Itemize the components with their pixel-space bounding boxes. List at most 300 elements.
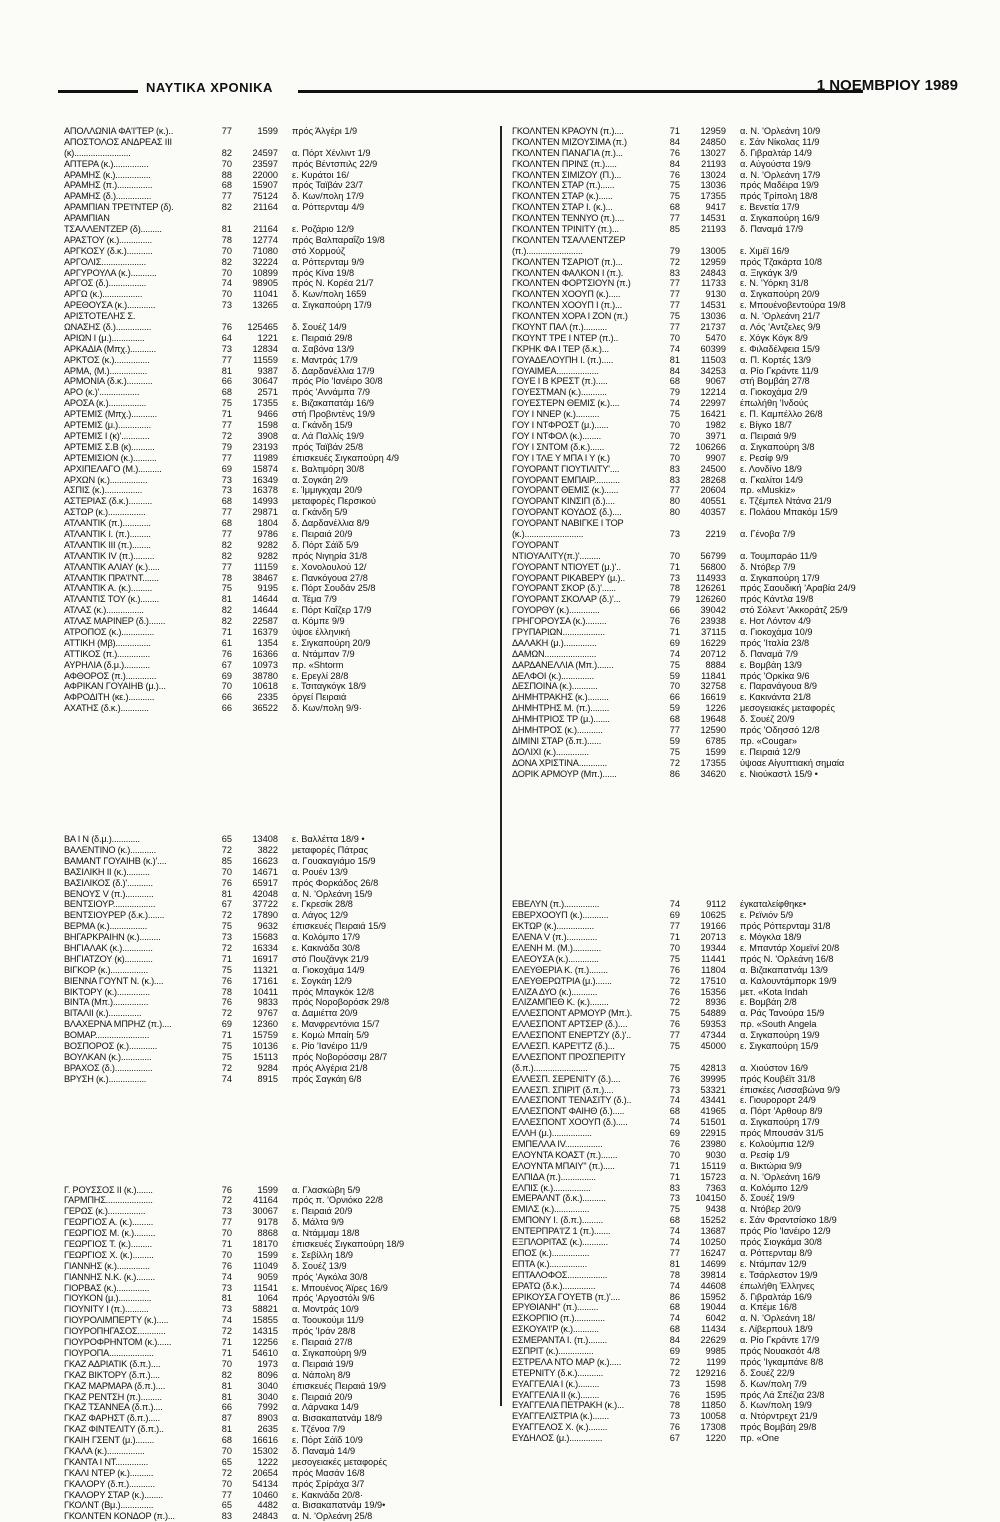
build-year: 65	[221, 1456, 232, 1467]
ship-row	[64, 932, 494, 943]
position-info: μεταφορές Πάτρας	[292, 844, 369, 855]
ship-name: ΓΚΟΛΝΤΕΝ ΤΕΝΝΥΟ (π.)....	[512, 213, 625, 224]
ship-name: ΩΝΑΣΗΣ (δ.)...............	[64, 322, 152, 333]
ship-name: ΑΠΟΛΛΩΝΙΑ ΦΑ'Ι'ΤΕΡ (κ.)..	[64, 126, 174, 136]
tonnage: 23980	[700, 1139, 726, 1150]
tonnage: 12834	[252, 343, 278, 354]
position-info	[740, 540, 942, 551]
tonnage: 12774	[252, 234, 278, 245]
ship-name: ΕΛΕΟΥΣΑ (κ.).............	[512, 953, 599, 964]
build-year: 69	[669, 1345, 680, 1356]
build-year: 66	[221, 376, 232, 387]
position-info: ε. Τζέμπελ Ντάνα 21/9	[740, 496, 832, 507]
build-year: 71	[669, 626, 680, 637]
tonnage: 32758	[700, 681, 726, 692]
ship-row	[64, 213, 494, 224]
ship-row	[512, 1193, 942, 1204]
tonnage: 12959	[700, 256, 726, 267]
tonnage: 10618	[252, 681, 278, 692]
build-year: 78	[669, 1400, 680, 1411]
position-info: ε. Ίμμιγκχαμ 20/9	[292, 485, 363, 496]
position-info: ε. Ρεϊνιόν 5/9	[740, 910, 794, 921]
ship-row	[64, 1468, 494, 1479]
build-year: 72	[669, 757, 680, 768]
ship-name: ΑΡΓΩ (κ.).................	[64, 289, 143, 300]
ship-row	[512, 485, 942, 496]
position-info: δ. Κων/πολη 1659	[292, 289, 367, 300]
ship-name: ΑΣΤΕΡΙΑΣ (δ.κ.)..........	[64, 496, 153, 507]
position-info: δ. Δαρδανέλλια 8/9	[292, 518, 370, 529]
build-year: 82	[221, 202, 232, 213]
position-info: α. Ράς Τανούρα 15/9	[740, 1008, 825, 1019]
build-year: 74	[669, 1226, 680, 1237]
build-year: 70	[221, 1478, 232, 1489]
position-info: ε. Κακινάδα 30/8	[292, 943, 360, 953]
ship-name: ΓΚΑΖ ΦΑΡΗΣΤ (δ.π.).....	[64, 1413, 160, 1424]
position-info: ε. Κομώ Μπαίη 5/9	[292, 1030, 369, 1041]
build-year: 69	[669, 910, 680, 921]
tonnage: 3040	[257, 1391, 278, 1402]
tonnage: 5470	[705, 332, 726, 343]
tonnage: 8096	[257, 1369, 278, 1380]
build-year: 76	[669, 147, 680, 158]
ship-row	[64, 616, 494, 627]
tonnage: 23938	[700, 616, 726, 627]
position-info: δ. Κων/πολη 19/9	[740, 1400, 812, 1411]
position-info: ε. Μπουένοβεντούρα 19/8	[740, 300, 846, 311]
tonnage: 21164	[253, 202, 278, 213]
tonnage: 9067	[705, 376, 726, 387]
ship-name: ΓΟΥΟΡΑΝΤ ΓΙΟΥΤΙΛΙΤΥ'....	[512, 463, 620, 474]
position-info: δ. Παναμά 14/9	[292, 1445, 356, 1456]
ship-name: ΓΕΡΩΣ (κ.)................	[64, 1206, 146, 1217]
ship-name: ΒΑΜΑΝΤ ΓΟΥΑΙΗΒ (κ.)'....	[64, 855, 167, 866]
ship-row	[512, 1368, 942, 1379]
ship-name: ΓΚΑΙΗ ΓΣΕΝΤ (μ.)........	[64, 1435, 155, 1446]
ship-name: ΓΚΑΖ ΦΙΝΤΕΛΙΤΥ (δ.π.)..	[64, 1424, 164, 1435]
ship-row	[512, 1248, 942, 1259]
ship-row	[64, 1392, 494, 1403]
ship-row	[64, 856, 494, 867]
tonnage: 125465	[247, 322, 278, 333]
position-info: πρός Κάντλα 19/8	[740, 594, 814, 605]
build-year: 77	[221, 1489, 232, 1500]
position-info: πρός Ρίο 'Ιανέιρο 30/8	[292, 376, 383, 387]
tonnage: 53321	[700, 1084, 726, 1095]
tonnage: 9786	[257, 528, 278, 539]
tonnage: 13265	[252, 300, 278, 311]
position-info: πρός π. 'Ορνιόκο 22/8	[292, 1195, 383, 1206]
tonnage: 10136	[252, 1041, 278, 1052]
ship-row	[64, 997, 494, 1008]
ship-row	[64, 224, 494, 235]
ship-name: ΑΦΡΟΔΙΤΗ (κε.)...........	[64, 692, 155, 703]
position-info: δ. Γιβραλτάρ 14/9	[740, 147, 812, 158]
tonnage: 22629	[700, 1335, 726, 1346]
position-info: έπωλήθη 'Ινδούς	[740, 398, 809, 409]
ship-row	[512, 1433, 942, 1444]
ship-row	[512, 1074, 942, 1085]
ship-row	[512, 137, 942, 148]
tonnage: 20713	[700, 932, 726, 943]
ship-name: ΓΙΟΥΡΟΦΡΗΝΤΟΜ (κ.)......	[64, 1337, 172, 1348]
build-year: 66	[221, 692, 232, 703]
tonnage: 42813	[700, 1062, 726, 1073]
build-year: 74	[669, 1237, 680, 1248]
ship-name: ΓΕΩΡΓΙΟΣ Τ. (κ.).........	[64, 1239, 152, 1250]
position-info: α. Κπέμε 16/8	[740, 1302, 797, 1313]
build-year: 77	[221, 507, 232, 518]
position-info: ε. Σογκάη 12/9	[292, 975, 352, 986]
tonnage: 54889	[700, 1008, 726, 1019]
ship-row	[512, 235, 942, 246]
position-info: α. Καλουντάμπορκ 19/9	[740, 975, 837, 986]
ship-name: ΕΜΙΛΣ (κ.)...............	[512, 1204, 590, 1215]
build-year: 73	[221, 485, 232, 496]
ship-name: ΓΚΟΛΝΤΕΝ ΧΟΡΑ Ι ΖΟΝ (π.)	[512, 311, 628, 322]
build-year: 79	[669, 245, 680, 256]
ship-row	[64, 1293, 494, 1304]
build-year: 77	[221, 191, 232, 202]
tonnage: 8884	[705, 659, 726, 670]
tonnage: 9466	[257, 409, 278, 420]
ship-name: ΓΚΟΛΝΤΕΝ ΣΤΑΡ (π.)......	[512, 180, 615, 191]
ship-row	[512, 1302, 942, 1313]
tonnage: 15119	[701, 1160, 726, 1171]
position-info: α. Γένοβα 7/9	[740, 528, 796, 539]
build-year: 70	[221, 1228, 232, 1239]
tonnage: 65917	[252, 877, 278, 888]
ship-row	[512, 1041, 942, 1052]
ship-name: ΓΡΥΠΑΡΙΩΝ..................	[512, 626, 605, 637]
tonnage: 9632	[257, 921, 278, 932]
ship-name: ΑΡΓΚΟΣΥ (δ.κ.)...........	[64, 245, 153, 256]
tonnage: 10899	[252, 267, 278, 278]
tonnage: 15683	[252, 932, 278, 943]
tonnage: 1599	[257, 1249, 278, 1260]
build-year: 68	[221, 1435, 232, 1446]
position-info	[292, 213, 494, 224]
tonnage: 15723	[700, 1171, 726, 1182]
ship-row	[512, 431, 942, 442]
tonnage: 6042	[705, 1313, 726, 1324]
position-info: α. Ρόττερνταμ 9/9	[292, 256, 365, 267]
tonnage: 2571	[257, 387, 278, 398]
tonnage: 1354	[257, 637, 278, 648]
ship-name: ΑΦΡΙΚΑΝ ΓΟΥΑΙΗΒ (μ.)...	[64, 681, 166, 692]
ship-name: ΓΚΡΗΚ ΦΑ Ι ΤΕΡ (δ.κ.)...	[512, 343, 609, 354]
position-info: ε. Νιούκαστλ 15/9 •	[740, 768, 818, 779]
build-year: 65	[221, 834, 232, 845]
position-info: α. Πειραιά 19/9	[292, 1358, 354, 1369]
build-year: 81	[221, 224, 232, 235]
ship-row	[64, 660, 494, 671]
tonnage: 17510	[700, 975, 726, 986]
ship-name: ΑΤΛΑΝΤΙΣ ΤΟΥ (κ.)........	[64, 594, 160, 605]
ship-row	[512, 1237, 942, 1248]
build-year: 80	[669, 507, 680, 518]
tonnage: 9767	[257, 1008, 278, 1019]
ship-name: ΓΙΑΝΝΗΣ (κ.)..............	[64, 1260, 150, 1271]
ship-row	[64, 191, 494, 202]
tonnage: 20604	[700, 485, 726, 496]
position-info: α. Ν. 'Ορλεάνη 21/7	[740, 311, 821, 322]
ship-row	[64, 1479, 494, 1490]
tonnage: 13005	[700, 245, 726, 256]
ship-name: ΕΤΕΡΝΙΤΥ (δ.κ.)...........	[512, 1367, 604, 1378]
ship-row	[512, 976, 942, 987]
position-info: α. Σιγκαπούρη 19/9	[740, 1030, 820, 1041]
ship-row	[512, 1411, 942, 1422]
build-year: 70	[221, 866, 232, 877]
ship-row	[512, 660, 942, 671]
ship-name: (κ.).........................	[512, 528, 584, 539]
position-info: πρός Λά Σπέζια 23/8	[740, 1389, 825, 1400]
tonnage: 60399	[700, 343, 726, 354]
build-year: 64	[221, 332, 232, 343]
tonnage: 14531	[700, 300, 726, 311]
column-divider	[500, 126, 502, 1406]
position-info: α. Τουμπαρáο 11/9	[740, 550, 817, 561]
build-year: 71	[221, 1337, 232, 1348]
ship-row	[64, 703, 494, 714]
ship-row	[512, 910, 942, 921]
ship-row	[64, 442, 494, 453]
ship-row	[512, 1215, 942, 1226]
tonnage: 1599	[705, 746, 726, 757]
ship-name: ΒΟΥΛΚΑΝ (κ.).............	[64, 1051, 152, 1062]
ship-row	[512, 638, 942, 649]
ship-row	[512, 616, 942, 627]
ship-row	[512, 551, 942, 562]
position-info: πρός Νιγηρία 31/8	[292, 550, 368, 561]
ship-name: Γ. ΡΟΥΣΣΟΣ ΙΙ (κ.).......	[64, 1184, 153, 1195]
tonnage: 10058	[700, 1411, 726, 1422]
position-info: ε. Κολούμπια 12/9	[740, 1139, 815, 1150]
position-info: πρός 'Ιταλία 23/8	[740, 637, 810, 648]
ship-name: ΒΑΛΕΝΤΙΝΟ (κ.)...........	[64, 844, 156, 855]
tonnage: 9030	[705, 1149, 726, 1160]
position-info: πρός 'Ιράν 28/8	[292, 1326, 356, 1337]
ship-row	[512, 333, 942, 344]
build-year	[204, 213, 236, 224]
ship-row	[64, 551, 494, 562]
ship-row	[512, 1346, 942, 1357]
tonnage: 16623	[252, 855, 278, 866]
ship-row	[512, 300, 942, 311]
tonnage	[684, 518, 740, 529]
build-year: 76	[669, 1422, 680, 1433]
position-info: α. Σιγκαπούρη 16/9	[740, 213, 820, 224]
ship-name: ΓΕΩΡΓΙΟΣ Μ. (κ.).........	[64, 1228, 156, 1239]
build-year: 82	[221, 550, 232, 561]
position-info: α. Χιούστον 16/9	[740, 1062, 809, 1073]
ship-name: ΕΛΟΥΝΤΑ ΜΠΑΙΥ'' (π.).....	[512, 1160, 615, 1171]
ship-row	[64, 845, 494, 856]
ship-row	[512, 573, 942, 584]
ship-row	[512, 943, 942, 954]
ship-name: ΑΡΤΕΜΙΣΙΟΝ (κ.)..........	[64, 452, 157, 463]
build-year: 78	[669, 1269, 680, 1280]
build-year: 78	[669, 583, 680, 594]
build-year: 69	[221, 1019, 232, 1030]
build-year: 70	[669, 681, 680, 692]
ship-row	[512, 714, 942, 725]
position-info: ε. Βαλτιμόρη 30/8	[292, 463, 365, 474]
build-year: 74	[669, 1095, 680, 1106]
ship-row	[64, 202, 494, 213]
ship-name: ΕΛΕΝΑ V (π.).............	[512, 932, 598, 943]
ship-name: ΑΡΓΟΛΙΣ...................	[64, 256, 146, 267]
build-year: 72	[669, 997, 680, 1008]
ship-row	[512, 311, 942, 322]
position-info: α. Μοντράς 10/9	[292, 1304, 359, 1315]
position-info: πρός Κίνα 19/8	[292, 267, 355, 278]
ship-name: ΝΤΙΟΥΑΛΙΤΥ(π.)'.........	[512, 550, 601, 561]
ship-row	[512, 540, 942, 551]
tonnage: 1595	[705, 1389, 726, 1400]
tonnage: 40551	[700, 496, 726, 507]
build-year: 87	[221, 1413, 232, 1424]
tonnage: 54610	[252, 1347, 278, 1358]
build-year: 74	[669, 1117, 680, 1128]
tonnage: 22587	[252, 616, 278, 627]
position-info: α. Σιγκαπούρη 20/9	[740, 289, 820, 300]
ship-row	[512, 366, 942, 377]
build-year: 72	[221, 1195, 232, 1206]
ship-row	[512, 442, 942, 453]
tonnage: 58821	[252, 1304, 278, 1315]
tonnage: 2635	[257, 1424, 278, 1435]
position-info: στό Πουζάνγκ 21/9	[292, 953, 369, 964]
ship-name: ΕΡΙΚΟΥΣΑ ΓΟΥΕΤΒ (π.)'....	[512, 1291, 620, 1302]
position-info: ε. Ροζάριο 12/9	[292, 224, 354, 235]
ship-name: ΓΙΑΝΝΗΣ Ν.Κ. (κ.)........	[64, 1271, 155, 1282]
ship-row	[512, 1106, 942, 1117]
ship-name: ΓΟΥΟΡΑΝΤ ΡΙΚΑΒΕΡΥ (μ.)..	[512, 572, 625, 583]
ship-row	[512, 148, 942, 159]
ship-row	[512, 170, 942, 181]
tonnage: 28268	[700, 474, 726, 485]
position-info: πρός Μασάν 16/8	[292, 1467, 365, 1478]
build-year: 77	[669, 322, 680, 333]
tonnage: 104150	[695, 1193, 726, 1204]
tonnage: 22000	[252, 169, 278, 180]
ship-row	[64, 148, 494, 159]
build-year: 77	[221, 528, 232, 539]
tonnage: 10250	[700, 1237, 726, 1248]
position-info: πρ. «Muskiz»	[740, 485, 796, 496]
ship-name: ΒΕΡΜΑ (κ.)................	[64, 921, 148, 932]
position-info: ε. Πόρτ Καΐζερ 17/9	[292, 605, 372, 616]
tonnage: 8915	[257, 1073, 278, 1084]
position-info: ε. Πειραιά 20/9	[292, 1206, 353, 1217]
ship-name: ΕΠΤΑ (κ.)................	[512, 1258, 587, 1269]
ship-name: ΑΡΧΩΝ (κ.)................	[64, 474, 148, 485]
ship-row	[512, 409, 942, 420]
build-year: 67	[221, 659, 232, 670]
ship-name: ΓΟΥΟΡΑΝΤ ΣΚΟΡ (δ.)'......	[512, 583, 616, 594]
ship-name: ΕΣΜΕΡΑΝΤΑ Ι. (π.)........	[512, 1335, 607, 1346]
ship-name: ΕΒΕΡΧΟΟΥΠ (κ.)...........	[512, 910, 609, 921]
ship-row	[64, 1030, 494, 1041]
build-year: 75	[221, 1051, 232, 1062]
build-year: 70	[669, 550, 680, 561]
build-year: 75	[221, 964, 232, 975]
build-year: 76	[221, 648, 232, 659]
tonnage: 9833	[257, 997, 278, 1008]
tonnage: 19166	[700, 921, 726, 932]
build-year: 75	[669, 409, 680, 420]
tonnage: 29871	[252, 507, 278, 518]
position-info: ε. Λονδίνο 18/9	[740, 463, 802, 474]
ship-name: ΕΥΔΗΛΟΣ (μ.)..............	[512, 1433, 603, 1444]
ship-row	[512, 246, 942, 257]
ship-name: ΕΞΠΛΟΡΙΤΑΣ (κ.)...........	[512, 1237, 608, 1248]
position-info: μεσογειακές μεταφορές	[740, 703, 835, 714]
build-year: 76	[669, 1019, 680, 1030]
position-info: πρός Νοροβορόσκ 29/8	[292, 997, 390, 1008]
ship-name: ΓΚΑΛΟΡΥ ΣΤΑΡ (κ.)........	[64, 1489, 163, 1500]
ship-row	[64, 246, 494, 257]
ship-row	[512, 1052, 942, 1063]
tonnage: 22915	[700, 1128, 726, 1139]
ship-row	[64, 1370, 494, 1381]
tonnage: 21737	[700, 322, 726, 333]
tonnage: 1982	[705, 420, 726, 431]
build-year: 75	[669, 1204, 680, 1215]
build-year: 72	[221, 1326, 232, 1337]
tonnage: 56799	[700, 550, 726, 561]
ship-row	[512, 180, 942, 191]
position-info: δ. Σουέζ 20/9	[740, 714, 795, 725]
tonnage: 15759	[252, 1030, 278, 1041]
ship-row	[512, 518, 942, 529]
position-info: πρός Κουβέϊτ 31/8	[740, 1073, 816, 1084]
build-year: 73	[221, 1282, 232, 1293]
tonnage: 71080	[252, 245, 278, 256]
position-info: ε. Πόρτ Σουδάν 25/8	[292, 583, 376, 594]
build-year: 70	[669, 332, 680, 343]
tonnage: 19344	[700, 943, 726, 953]
ship-name: ΑΠΤΕΡΑ (κ.)...............	[64, 158, 149, 169]
tonnage: 1226	[705, 703, 726, 714]
ship-row	[64, 1195, 494, 1206]
position-info: ε. Μαντράς 17/9	[292, 354, 358, 365]
position-info: ε. Ρίο 'Ιανέιρο 11/9	[292, 1041, 368, 1052]
ship-row	[512, 703, 942, 714]
position-info: ε. Γιουρορορτ 24/9	[740, 1095, 816, 1106]
ship-name: ΒΗΓΑΡΚΡΑΙΗΝ (κ.).........	[64, 932, 161, 943]
position-info: α. Σιγκαπούρη 17/9	[740, 572, 820, 583]
tonnage: 9195	[257, 583, 278, 594]
position-info: α. Π. Κορτές 13/9	[740, 354, 811, 365]
tonnage: 7363	[705, 1182, 726, 1193]
ship-name: ΓΙΟΥΡΟΛΙΜΠΕΡΤΥ (κ.).....	[64, 1315, 169, 1326]
position-info: α. Πειραιά 9/9	[740, 430, 797, 441]
build-year: 81	[221, 1380, 232, 1391]
tonnage: 51501	[700, 1117, 726, 1128]
ship-row	[64, 1304, 494, 1315]
build-year: 76	[221, 1184, 232, 1195]
position-info: δ. Κων/πολη 17/9	[292, 191, 364, 202]
ship-name: ΓΟΥΕΣΤΕΡΝ ΘΕΜΙΣ (κ.)....	[512, 398, 620, 409]
right-column	[512, 126, 942, 1444]
build-year: 81	[221, 1391, 232, 1402]
ship-row	[64, 289, 494, 300]
build-year: 76	[669, 986, 680, 997]
build-year: 65	[221, 1500, 232, 1511]
